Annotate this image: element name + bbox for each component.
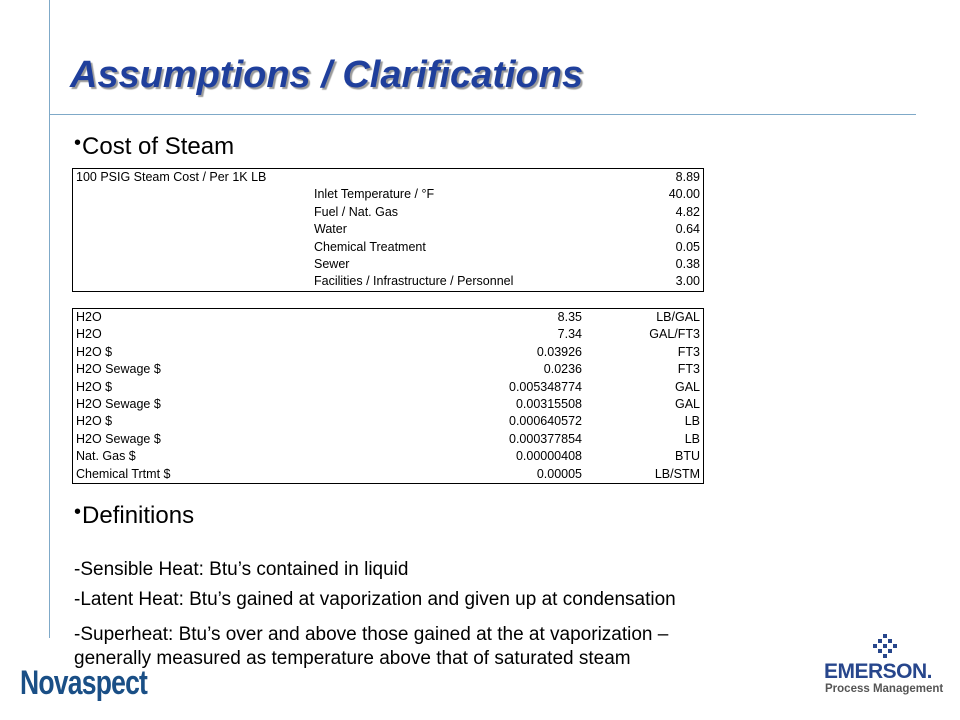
unit-table-item: Chemical Trtmt $: [76, 466, 171, 481]
steam-cost-header-label: 100 PSIG Steam Cost / Per 1K LB: [76, 170, 267, 184]
steam-cost-row-value: 40.00: [668, 187, 700, 202]
unit-table-item: H2O Sewage $: [76, 397, 161, 412]
unit-table-item: H2O: [76, 310, 102, 324]
table-row: [73, 396, 704, 413]
unit-table-value: 8.35: [557, 310, 582, 324]
unit-table-item: H2O $: [76, 414, 113, 429]
title-underline-rule: [49, 114, 916, 115]
page-title: Assumptions / Clarifications: [70, 54, 584, 96]
steam-cost-row-label: Fuel / Nat. Gas: [314, 204, 399, 219]
unit-table-value: 0.00000408: [515, 449, 582, 464]
table-row: [73, 169, 704, 187]
novaspect-logo: Novaspect: [20, 664, 148, 702]
table-row: [73, 431, 704, 448]
unit-table-value: 0.00315508: [515, 397, 582, 412]
table-row: [73, 256, 704, 273]
table-row: [73, 448, 704, 465]
steam-cost-row-value: 4.82: [675, 204, 700, 219]
table-row: [73, 186, 704, 203]
table-row: [73, 221, 704, 238]
steam-cost-row-value: 3.00: [675, 274, 700, 289]
emerson-wordmark: EMERSON.: [824, 660, 933, 683]
unit-table-unit: LB: [684, 414, 700, 429]
steam-cost-header-value: 8.89: [675, 170, 700, 184]
table-row: [73, 326, 704, 343]
unit-table-value: 0.03926: [536, 344, 582, 359]
unit-table-item: H2O $: [76, 344, 113, 359]
unit-table-item: H2O: [76, 327, 102, 342]
unit-table-value: 0.00005: [536, 466, 582, 481]
definition-sensible-heat: -Sensible Heat: Btu’s contained in liquid: [74, 559, 409, 580]
unit-table-unit: GAL/FT3: [649, 327, 700, 342]
table-row: [73, 361, 704, 378]
emerson-subtitle: Process Management: [825, 683, 944, 695]
definition-superheat-continued: generally measured as temperature above that of saturated steam: [74, 648, 631, 669]
unit-table-unit: LB: [684, 431, 700, 446]
unit-table-value: 0.000640572: [509, 414, 582, 429]
bullet-dot: •: [74, 132, 82, 154]
definition-latent-heat: -Latent Heat: Btu’s gained at vaporization and given up at condensation: [74, 589, 676, 610]
bullet-definitions-label: Definitions: [82, 502, 195, 529]
steam-cost-row-label: Inlet Temperature / °F: [314, 187, 435, 202]
table-row: [73, 344, 704, 361]
table-row: [73, 204, 704, 221]
unit-table-item: H2O Sewage $: [76, 431, 161, 446]
table-row: [73, 413, 704, 430]
steam-cost-row-label: Facilities / Infrastructure / Personnel: [314, 274, 514, 289]
unit-table-item: Nat. Gas $: [76, 449, 136, 464]
unit-table-value: 0.005348774: [509, 379, 582, 394]
table-row: [73, 239, 704, 256]
table-row: [73, 273, 704, 291]
definition-superheat: -Superheat: Btu’s over and above those gained at the at vaporization –: [74, 624, 669, 645]
vertical-rule: [49, 0, 50, 638]
bullet-cost-of-steam-label: Cost of Steam: [82, 133, 235, 160]
bullet-dot: •: [74, 501, 82, 523]
emerson-logo: [824, 634, 946, 700]
steam-cost-row-label: Chemical Treatment: [314, 239, 426, 254]
steam-cost-table: [72, 168, 704, 292]
unit-table-value: 0.0236: [543, 362, 582, 377]
steam-cost-row-value: 0.38: [675, 257, 700, 272]
steam-cost-row-value: 0.64: [675, 222, 700, 237]
unit-table-value: 7.34: [557, 327, 582, 342]
unit-table-item: H2O Sewage $: [76, 362, 161, 377]
unit-table-value: 0.000377854: [509, 431, 582, 446]
unit-table-unit: LB/GAL: [656, 310, 700, 324]
unit-table-unit: BTU: [675, 449, 700, 464]
unit-table-unit: GAL: [674, 397, 700, 412]
table-row: [73, 379, 704, 396]
emerson-emblem-icon: [872, 634, 898, 658]
steam-cost-row-label: Sewer: [314, 257, 350, 272]
unit-table-unit: GAL: [674, 379, 700, 394]
unit-table-unit: FT3: [677, 344, 700, 359]
unit-table-unit: LB/STM: [654, 466, 700, 481]
steam-cost-row-label: Water: [314, 222, 347, 237]
unit-table-item: H2O $: [76, 379, 113, 394]
steam-cost-row-value: 0.05: [675, 239, 700, 254]
bullet-definitions: [74, 501, 194, 530]
table-row: [73, 466, 704, 484]
bullet-cost-of-steam: [74, 132, 234, 161]
unit-cost-table: [72, 308, 704, 484]
table-row: [73, 309, 704, 327]
unit-table-unit: FT3: [677, 362, 700, 377]
